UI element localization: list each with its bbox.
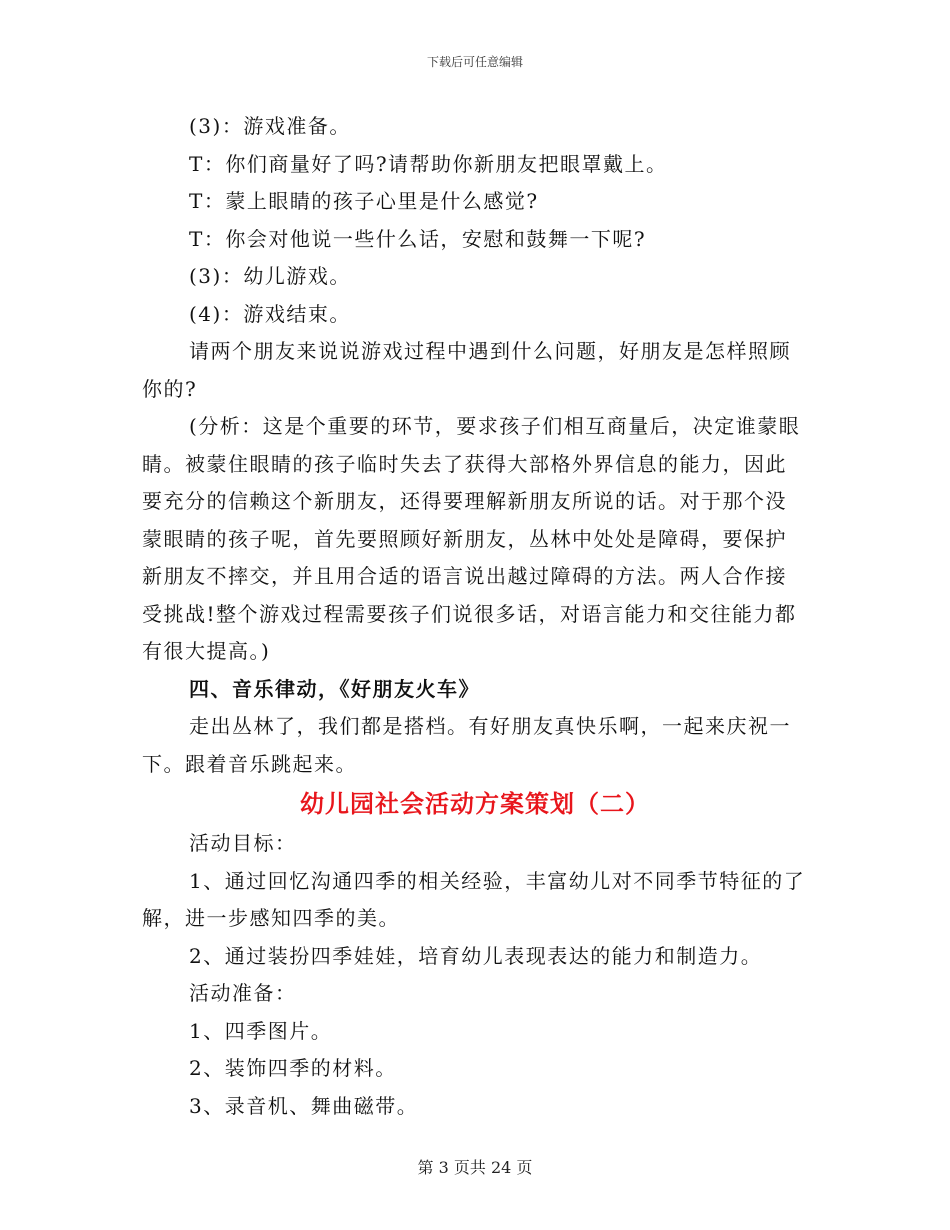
music-paragraph: 走出丛林了，我们都是搭档。有好朋友真快乐啊，一起来庆祝一下。跟着音乐跳起来。 (142, 714, 791, 776)
page-header: 下载后可任意编辑 (426, 55, 523, 69)
prep-item-3: 3、录音机、舞曲磁带。 (189, 1093, 419, 1118)
teacher-line-3: T：你会对他说一些什么话，安慰和鼓舞一下呢? (189, 226, 647, 251)
prep-item-2: 2、装饰四季的材料。 (189, 1056, 397, 1080)
page-footer: 第 3 页共 24 页 (417, 1158, 533, 1177)
teacher-line-2: T：蒙上眼睛的孩子心里是什么感觉? (189, 189, 539, 213)
prep-label: 活动准备： (189, 981, 297, 1005)
step-game-end: (4)：游戏结束。 (189, 301, 351, 326)
goals-label: 活动目标： (189, 831, 297, 855)
section-title: 幼儿园社会活动方案策划（二） (300, 789, 650, 818)
goal-item-2: 2、通过装扮四季娃娃，培育幼儿表现表达的能力和制造力。 (189, 943, 763, 968)
goal-item-1: 1、通过回忆沟通四季的相关经验，丰富幼儿对不同季节特征的了解，进一步感知四季的美。 (142, 868, 806, 930)
document-body (142, 108, 808, 1125)
prep-item-1: 1、四季图片。 (189, 1018, 333, 1043)
step-game-prep: (3)：游戏准备。 (189, 114, 351, 138)
step-children-game: (3)：幼儿游戏。 (189, 264, 351, 288)
discussion-paragraph: 请两个朋友来说说游戏过程中遇到什么问题，好朋友是怎样照顾你的? (142, 339, 791, 401)
analysis-paragraph: (分析：这是个重要的环节，要求孩子们相互商量后，决定谁蒙眼睛。被蒙住眼睛的孩子临时失去了获得大部格外界信息的能力，因此要充分的信赖这个新朋友，还得要理解新朋友所说的话。对于那个没蒙眼睛的孩子呢，首先要照顾好新朋友，丛林中处处是障碍，要保护新朋友不摔交，并且用合适的语言说出越过障碍的方法。两人合作接受挑战!整个游戏过程需要孩子们说很多话，对语言能力和交往能力都有很大提高。) (142, 414, 801, 663)
teacher-line-1: T：你们商量好了吗?请帮助你新朋友把眼罩戴上。 (189, 151, 668, 176)
section-heading-music: 四、音乐律动，《好朋友火车》 (189, 676, 480, 701)
